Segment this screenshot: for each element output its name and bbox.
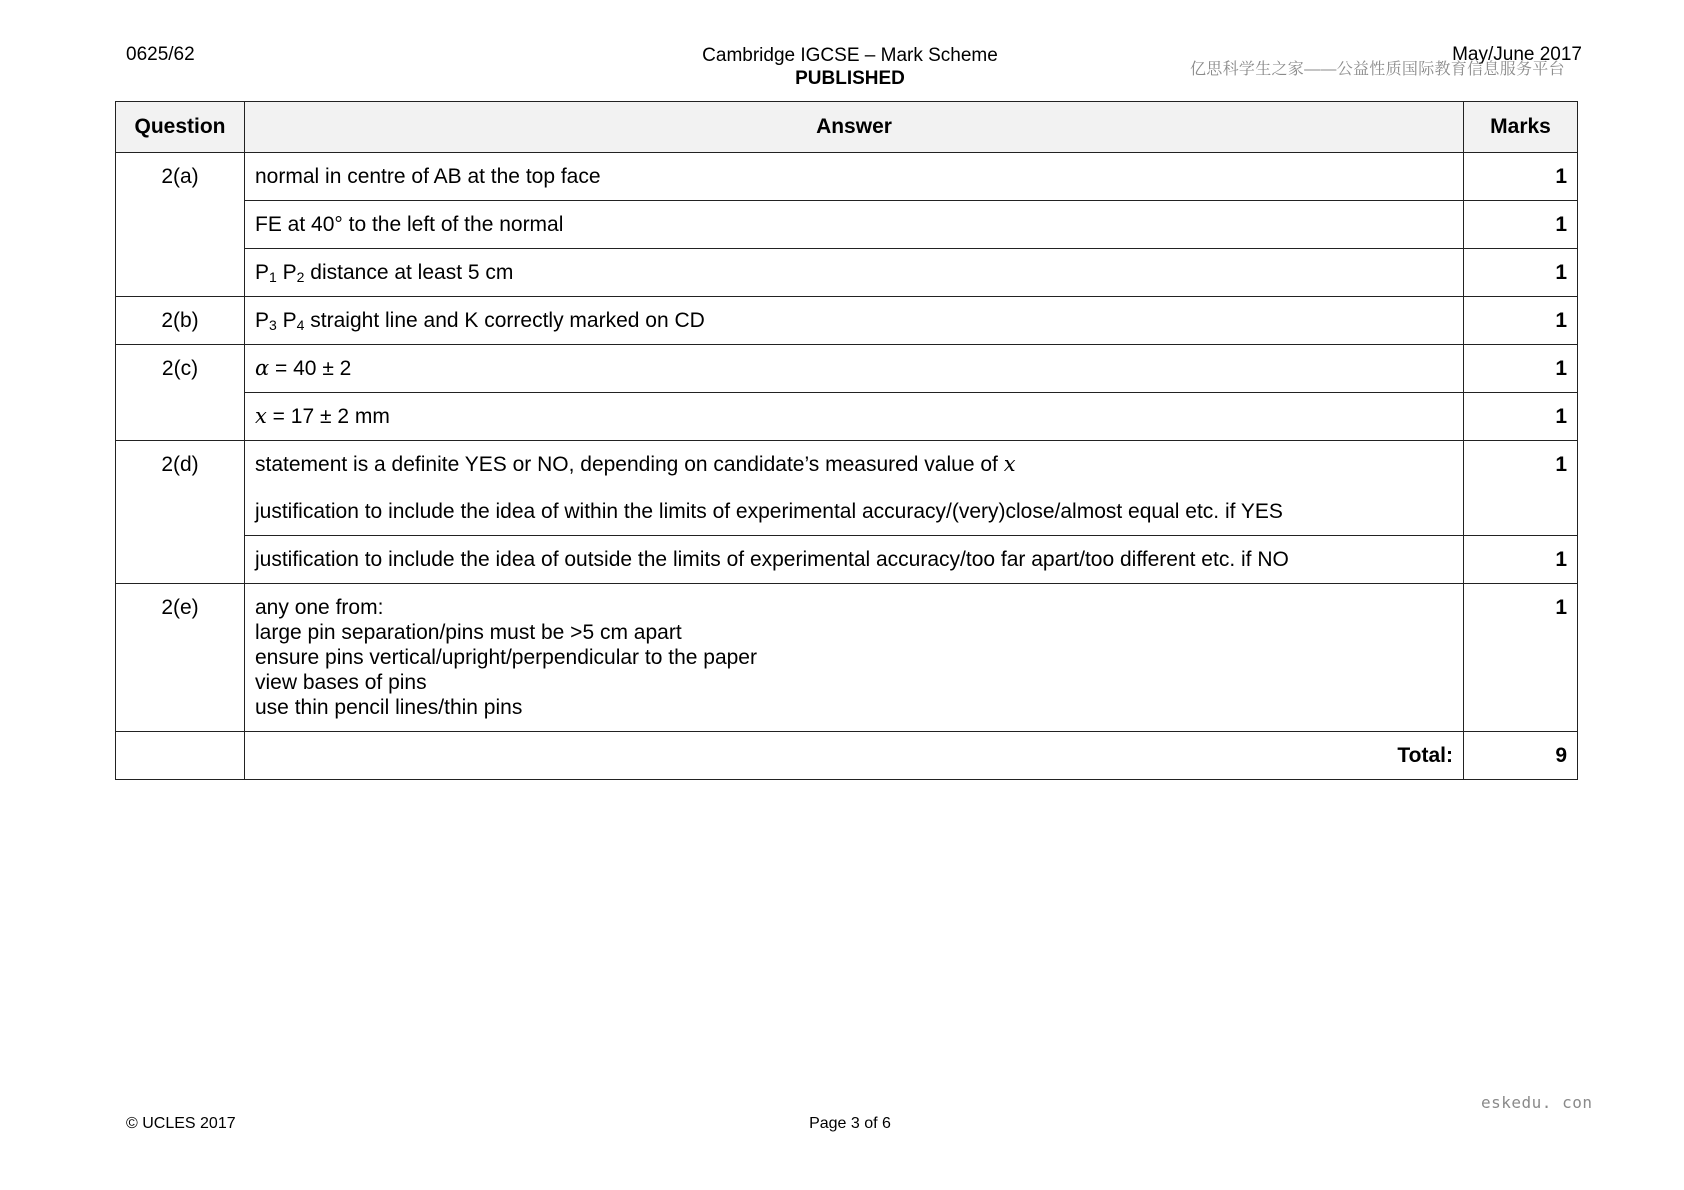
answer-cell: normal in centre of AB at the top face: [245, 153, 1464, 201]
total-value: 9: [1464, 732, 1578, 780]
question-number: 2(b): [116, 297, 245, 345]
marks-cell: 1: [1464, 441, 1578, 536]
total-row: [116, 732, 1578, 780]
question-number: 2(c): [116, 345, 245, 441]
marks-cell: 1: [1464, 393, 1578, 441]
table-row: [116, 249, 1578, 297]
published-label: PUBLISHED: [795, 68, 905, 89]
table-row: [116, 201, 1578, 249]
answer-cell: any one from: large pin separation/pins must be >5 cm apart ensure pins vertical/upright/perpendicular to the paper view bases of pins use thin pencil lines/thin pins: [245, 584, 1464, 732]
table-row: [116, 584, 1578, 732]
table-row: [116, 153, 1578, 201]
table-row: [116, 345, 1578, 393]
paper-code: 0625/62: [126, 44, 195, 65]
question-number: 2(a): [116, 153, 245, 297]
x-symbol: x: [255, 404, 267, 428]
table-row: [116, 297, 1578, 345]
table-header-row: [116, 102, 1578, 153]
answer-cell: statement is a definite YES or NO, depending on candidate’s measured value of x justification to include the idea of within the limits of experimental accuracy/(very)close/almost equal etc. if YES: [245, 441, 1464, 536]
copyright: © UCLES 2017: [126, 1115, 236, 1132]
marks-cell: 1: [1464, 249, 1578, 297]
header-marks: Marks: [1464, 102, 1578, 153]
marks-cell: 1: [1464, 297, 1578, 345]
marks-cell: 1: [1464, 536, 1578, 584]
total-label: Total:: [245, 732, 1464, 780]
answer-cell: α = 40 ± 2: [245, 345, 1464, 393]
scheme-title: Cambridge IGCSE – Mark Scheme: [702, 45, 998, 66]
marks-cell: 1: [1464, 345, 1578, 393]
mark-scheme-table: [115, 101, 1578, 780]
question-number: 2(e): [116, 584, 245, 732]
marks-cell: 1: [1464, 584, 1578, 732]
answer-cell: $P_3$ $P_4$ straight line and K correctly marked on CD: [245, 297, 1464, 345]
table-row: [116, 393, 1578, 441]
exam-session: May/June 2017: [1452, 44, 1582, 65]
table-row: [116, 441, 1578, 536]
answer-cell: $P_1$ $P_2$ distance at least 5 cm: [245, 249, 1464, 297]
question-number: 2(d): [116, 441, 245, 584]
header-watermark: 亿思科学生之家——公益性质国际教育信息服务平台: [1190, 61, 1565, 78]
marks-cell: 1: [1464, 153, 1578, 201]
header-answer: Answer: [245, 102, 1464, 153]
marks-cell: 1: [1464, 201, 1578, 249]
table-row: [116, 536, 1578, 584]
page-number: Page 3 of 6: [809, 1115, 891, 1132]
alpha-symbol: α: [255, 356, 270, 380]
answer-cell: justification to include the idea of outside the limits of experimental accuracy/too far apart/too different etc. if NO: [245, 536, 1464, 584]
footer-watermark: eskedu. con: [1481, 1093, 1593, 1112]
answer-cell: x = 17 ± 2 mm: [245, 393, 1464, 441]
header-question: Question: [116, 102, 245, 153]
empty-cell: [116, 732, 245, 780]
answer-cell: FE at 40° to the left of the normal: [245, 201, 1464, 249]
